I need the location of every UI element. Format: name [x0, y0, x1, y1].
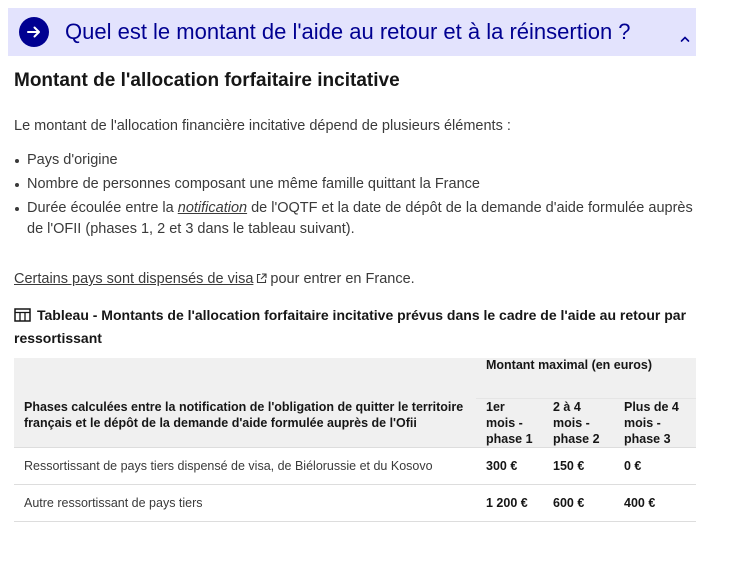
phase-1-value: 300 € — [476, 448, 543, 485]
intro-text: Le montant de l'allocation financière incitative dépend de plusieurs éléments : — [14, 118, 511, 134]
criteria-list — [14, 150, 694, 243]
phase-2-header: 2 à 4 mois - phase 2 — [543, 399, 614, 448]
table-caption — [14, 305, 704, 349]
table-icon — [14, 307, 31, 328]
row-header-label: Phases calculées entre la notification de l'obligation de quitter le territoire français et le dépôt de la demande d'aide formulée auprès de l'Ofii — [24, 399, 464, 430]
chevron-up-icon[interactable] — [680, 30, 690, 38]
notification-link[interactable]: notification — [177, 200, 248, 216]
criteria-text: Durée écoulée entre la — [27, 200, 178, 216]
accordion-header[interactable] — [8, 8, 696, 56]
table-row — [14, 485, 696, 522]
phase-2-value: 600 € — [543, 485, 614, 522]
phase-1-header: 1er mois - phase 1 — [476, 399, 543, 448]
criteria-text: de l'OQTF et la date de dépôt de la demande d'aide formulée auprès de l'OFII (phases 1, 2 et 3 dans le tableau suivant). — [27, 200, 693, 237]
table-header-row — [14, 399, 696, 448]
criteria-text: Pays d'origine — [27, 152, 118, 168]
empty-header-cell — [14, 358, 476, 399]
table-header-row — [14, 358, 696, 399]
section-title: Montant de l'allocation forfaitaire incitative — [14, 70, 400, 91]
list-item — [14, 174, 694, 195]
phase-1-value: 1 200 € — [476, 485, 543, 522]
arrow-right-icon — [19, 17, 49, 47]
external-link-icon — [256, 272, 267, 288]
amounts-table — [14, 358, 696, 522]
accordion-title[interactable]: Quel est le montant de l'aide au retour et à la réinsertion ? — [65, 19, 631, 44]
row-label: Autre ressortissant de pays tiers — [14, 485, 476, 522]
phase-2-value: 150 € — [543, 448, 614, 485]
row-label: Ressortissant de pays tiers dispensé de visa, de Biélorussie et du Kosovo — [14, 448, 476, 485]
caption-text: Tableau - Montants de l'allocation forfaitaire incitative prévus dans le cadre de l'aide au retour par ressortissant — [14, 307, 687, 346]
phase-3-header: Plus de 4 mois - phase 3 — [614, 399, 696, 448]
visa-suffix: pour entrer en France. — [270, 271, 415, 287]
phase-3-value: 400 € — [614, 485, 696, 522]
phase-3-value: 0 € — [614, 448, 696, 485]
criteria-text: Nombre de personnes composant une même famille quittant la France — [27, 176, 480, 192]
list-item — [14, 198, 694, 240]
visa-link[interactable]: Certains pays sont dispensés de visa — [14, 271, 254, 287]
visa-paragraph — [14, 271, 415, 288]
list-item — [14, 150, 694, 171]
table-row — [14, 448, 696, 485]
group-header: Montant maximal (en euros) — [486, 358, 652, 372]
